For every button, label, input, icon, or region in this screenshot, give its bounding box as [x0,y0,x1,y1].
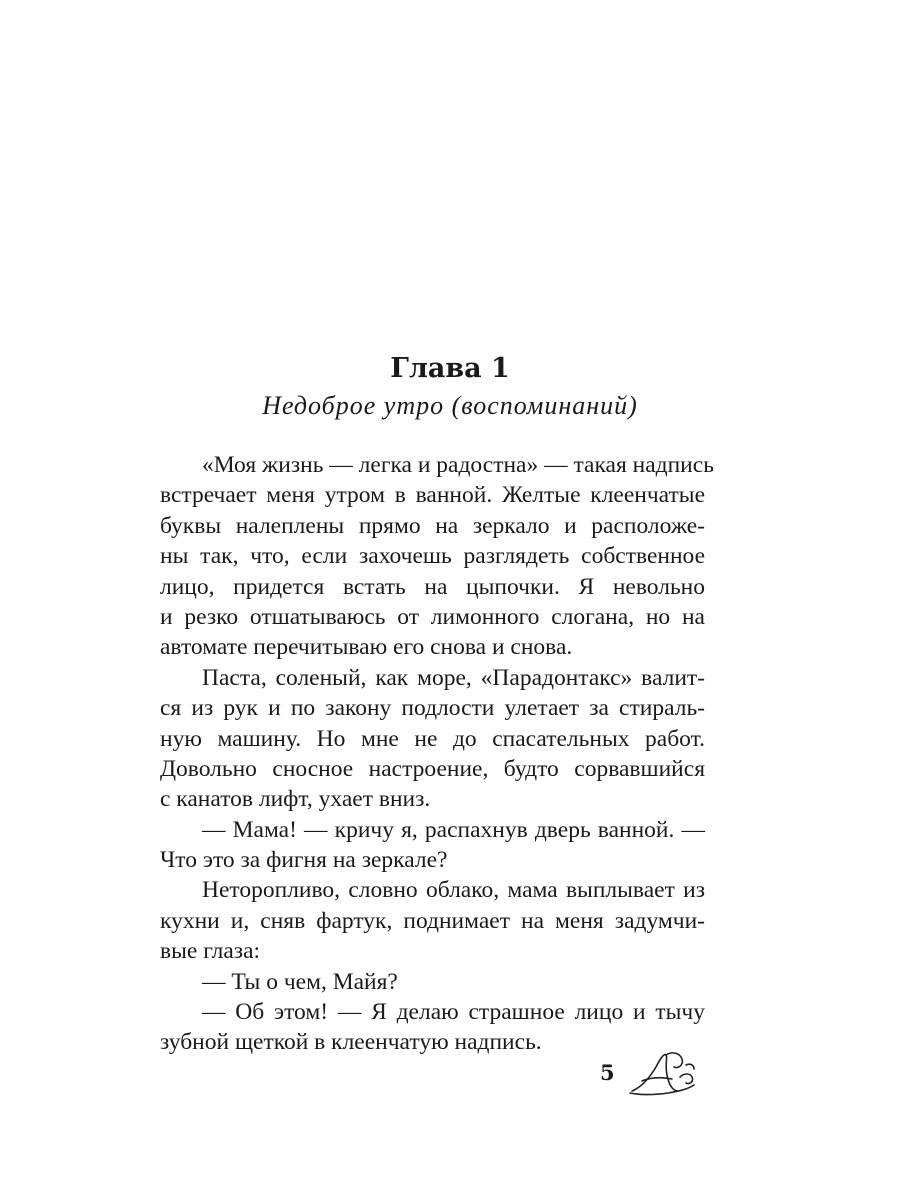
text-line: — Мама! — кричу я, распахнув дверь ванной. — [202,816,705,843]
text-line: «Моя жизнь — легка и радостна» — такая надпись [202,452,714,478]
text-line: встречает меня утром в ванной. Желтые клеенчатые [160,482,705,509]
page-number: 5 [600,1060,615,1085]
text-line: ся из рук и по закону подлости улетает за стираль- [160,695,705,722]
text-line: и резко отшатываюсь от лимонного слогана, но на [160,603,705,630]
text-line: лицо, придется встать на цыпочки. Я невольно [160,573,705,600]
chapter-title: Глава 1 [390,353,510,384]
text-line: ны так, что, если захочешь разглядеть собственное [160,543,705,570]
text-line: Довольно сносное настроение, будто сорвавшийся [160,755,705,782]
paragraph-5 [160,967,705,997]
text-line: Неторопливо, словно облако, мама выплывает из [202,877,705,904]
body-text [160,450,714,1058]
paragraph-3 [160,815,705,876]
paragraph-4 [160,875,705,966]
paragraph-2 [160,663,705,815]
text-line: автомате перечитываю его снова и снова. [160,634,573,661]
text-line: буквы налеплены прямо на зеркало и расположе- [160,512,705,539]
decorative-letter-ornament-icon [628,1047,700,1099]
text-line: вые глаза: [160,938,261,965]
paragraph-6 [160,997,705,1058]
text-line: Что это за фигня на зеркале? [160,847,448,874]
text-line: кухни и, сняв фартук, поднимает на меня задумчи- [160,907,705,934]
text-line: — Ты о чем, Майя? [202,968,398,995]
text-line: зубной щеткой в клеенчатую надпись. [160,1029,542,1056]
paragraph-1 [160,450,714,663]
text-line: Паста, соленый, как море, «Парадонтакс» валит- [202,664,705,691]
text-line: — Об этом! — Я делаю страшное лицо и тычу [202,999,705,1026]
chapter-subtitle: Недоброе утро (воспоминаний) [262,391,638,420]
text-line: ную машину. Но мне не до спасательных работ. [160,725,705,752]
text-line: с канатов лифт, ухает вниз. [160,786,431,813]
